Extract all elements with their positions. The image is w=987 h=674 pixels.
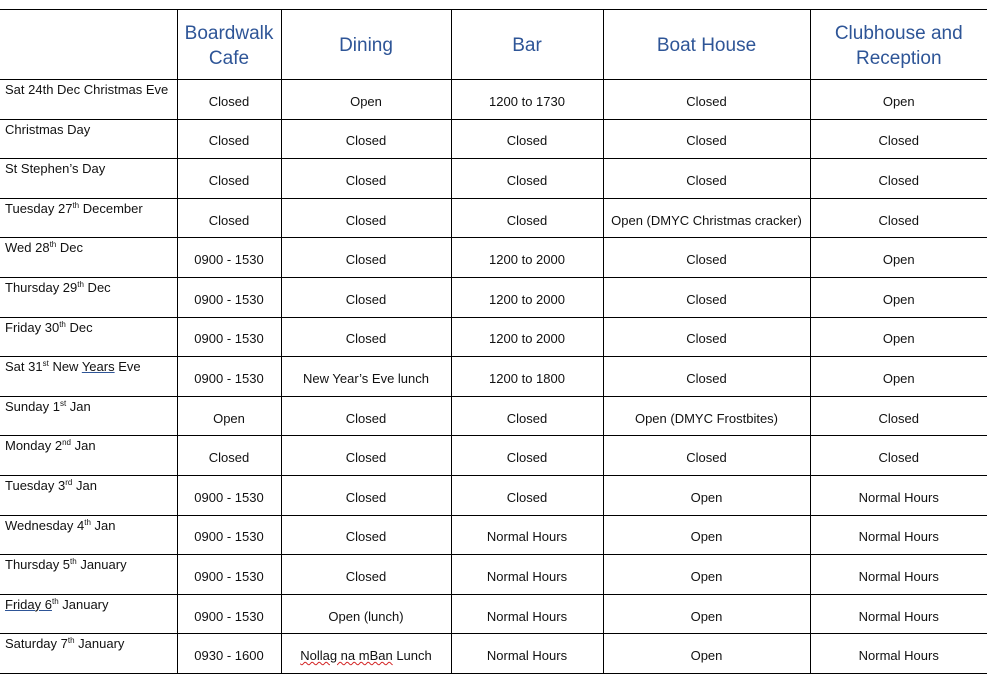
spellcheck-marked-text: Nollag na mBan xyxy=(300,648,393,664)
day-ordinal: th xyxy=(77,279,84,289)
cell-value: Open (DMYC Christmas cracker) xyxy=(611,212,802,228)
cafe-cell xyxy=(177,436,281,476)
dining-cell xyxy=(281,594,451,634)
dining-cell xyxy=(281,238,451,278)
day-cell xyxy=(0,357,177,397)
clubhouse-cell xyxy=(810,357,987,397)
cell-value: Lunch xyxy=(392,648,432,664)
dining-cell xyxy=(281,80,451,120)
cell-value: Open xyxy=(690,568,723,584)
cafe-cell xyxy=(177,277,281,317)
day-label-suffix: New xyxy=(48,359,82,375)
cell-value: Open xyxy=(690,529,723,545)
dining-cell xyxy=(281,119,451,159)
day-cell xyxy=(0,80,177,120)
boat-house-cell xyxy=(603,277,810,317)
boat-house-cell xyxy=(603,396,810,436)
cell-value: 0900 - 1530 xyxy=(194,568,264,584)
cell-value: Closed xyxy=(506,212,548,228)
bar-cell xyxy=(451,594,603,634)
cell-value: Closed xyxy=(345,133,387,149)
cell-value: 0900 - 1530 xyxy=(194,291,264,307)
header-line: Dining xyxy=(339,35,393,56)
cell-value: Closed xyxy=(208,93,250,109)
table-row xyxy=(0,594,987,634)
day-label: Sunday 1 xyxy=(5,398,60,414)
cafe-cell xyxy=(177,515,281,555)
cell-value: 1200 to 2000 xyxy=(489,252,565,268)
cell-value: Open xyxy=(350,93,382,109)
cafe-cell xyxy=(177,238,281,278)
table-row xyxy=(0,80,987,120)
dining-cell xyxy=(281,555,451,595)
boat-house-cell xyxy=(603,80,810,120)
day-ordinal: th xyxy=(49,240,57,250)
header-line: Boardwalk xyxy=(184,22,274,44)
boat-house-cell xyxy=(603,634,810,674)
boat-house-cell xyxy=(603,119,810,159)
cell-value: Closed xyxy=(686,133,727,149)
cell-value: Closed xyxy=(208,133,250,149)
cafe-cell xyxy=(177,198,281,238)
day-label-suffix: Jan xyxy=(66,398,91,414)
day-cell xyxy=(0,594,177,634)
cell-value: Normal Hours xyxy=(858,648,939,664)
cell-value: Closed xyxy=(686,172,727,188)
table-header xyxy=(0,10,987,80)
cell-value: Closed xyxy=(345,331,387,347)
cell-value: Closed xyxy=(345,568,387,584)
day-label: Monday 2 xyxy=(5,438,63,454)
day-ordinal: st xyxy=(59,398,67,408)
clubhouse-cell xyxy=(810,436,987,476)
cell-value: Open xyxy=(882,291,915,307)
dining-cell xyxy=(281,515,451,555)
day-ordinal: th xyxy=(72,200,80,210)
cafe-cell xyxy=(177,317,281,357)
day-label: Tuesday 27 xyxy=(5,200,73,216)
cafe-cell xyxy=(177,80,281,120)
bar-cell xyxy=(451,317,603,357)
cell-value: Closed xyxy=(506,133,548,149)
cafe-cell xyxy=(177,634,281,674)
day-ordinal: th xyxy=(67,636,75,646)
table-row xyxy=(0,634,987,674)
boat-house-cell xyxy=(603,198,810,238)
cell-value: Closed xyxy=(686,93,727,109)
day-ordinal: rd xyxy=(65,477,73,487)
cell-value: Closed xyxy=(506,450,548,466)
cell-value: Closed xyxy=(345,172,387,188)
cafe-cell xyxy=(177,555,281,595)
cell-value: Closed xyxy=(878,133,919,149)
clubhouse-cell xyxy=(810,119,987,159)
cell-value: Open xyxy=(690,608,723,624)
boat-house-cell xyxy=(603,436,810,476)
cafe-cell xyxy=(177,396,281,436)
bar-cell xyxy=(451,515,603,555)
cell-value: Closed xyxy=(506,489,548,505)
cell-value: Closed xyxy=(878,410,919,426)
boat-house-cell xyxy=(603,238,810,278)
header-clubhouse-reception xyxy=(810,10,987,80)
clubhouse-cell xyxy=(810,515,987,555)
day-cell xyxy=(0,119,177,159)
bar-cell xyxy=(451,634,603,674)
cell-value: Open xyxy=(882,252,915,268)
cell-value: Closed xyxy=(686,450,727,466)
holiday-opening-hours-table xyxy=(0,9,987,674)
boat-house-cell xyxy=(603,515,810,555)
day-label-suffix: Dec xyxy=(83,279,111,295)
header-blank xyxy=(0,10,177,80)
cell-value: Closed xyxy=(345,291,387,307)
cell-value: Closed xyxy=(686,331,727,347)
cell-value: Closed xyxy=(345,410,387,426)
clubhouse-cell xyxy=(810,634,987,674)
cell-value: Closed xyxy=(208,450,250,466)
cell-value: Normal Hours xyxy=(858,568,939,584)
dining-cell xyxy=(281,277,451,317)
day-label-suffix: Eve xyxy=(114,359,141,375)
day-cell xyxy=(0,555,177,595)
bar-cell xyxy=(451,159,603,199)
cafe-cell xyxy=(177,119,281,159)
table-body xyxy=(0,80,987,674)
clubhouse-cell xyxy=(810,594,987,634)
day-label: Sat 31 xyxy=(5,359,43,375)
cell-value: Normal Hours xyxy=(858,608,939,624)
cell-value: 1200 to 2000 xyxy=(489,331,565,347)
cell-value: Open (lunch) xyxy=(328,608,404,624)
day-ordinal: th xyxy=(59,319,66,329)
day-label-suffix: January xyxy=(76,557,127,573)
cell-value: 0900 - 1530 xyxy=(194,529,264,545)
clubhouse-cell xyxy=(810,238,987,278)
cell-value: Closed xyxy=(686,291,727,307)
cell-value: 0900 - 1530 xyxy=(194,370,264,386)
clubhouse-cell xyxy=(810,475,987,515)
table-row xyxy=(0,475,987,515)
bar-cell xyxy=(451,80,603,120)
cell-value: 0900 - 1530 xyxy=(194,252,264,268)
header-line: Clubhouse and xyxy=(834,22,963,44)
clubhouse-cell xyxy=(810,396,987,436)
header-dining xyxy=(281,10,451,80)
cell-value: Open xyxy=(213,410,245,426)
boat-house-cell xyxy=(603,317,810,357)
boat-house-cell xyxy=(603,475,810,515)
table-row xyxy=(0,238,987,278)
day-label: Sat 24th Dec Christmas Eve xyxy=(5,82,169,97)
day-cell xyxy=(0,634,177,674)
table-row xyxy=(0,119,987,159)
day-label-suffix: January xyxy=(74,636,125,652)
cell-value: Closed xyxy=(878,172,919,188)
day-label-suffix: Jan xyxy=(90,517,116,533)
day-label-suffix: Dec xyxy=(56,240,83,256)
day-label-marked: Friday 6 xyxy=(5,596,52,612)
day-cell xyxy=(0,198,177,238)
dining-cell xyxy=(281,317,451,357)
day-ordinal: th xyxy=(84,517,91,527)
bar-cell xyxy=(451,238,603,278)
cell-value: Closed xyxy=(878,212,919,228)
day-ordinal: th xyxy=(70,557,77,567)
header-row xyxy=(0,10,987,80)
day-cell xyxy=(0,475,177,515)
day-cell xyxy=(0,515,177,555)
header-line: Boat House xyxy=(656,35,757,56)
clubhouse-cell xyxy=(810,80,987,120)
dining-cell xyxy=(281,436,451,476)
cell-value: Closed xyxy=(345,450,387,466)
cell-value: Normal Hours xyxy=(858,489,939,505)
header-boardwalk-cafe xyxy=(177,10,281,80)
bar-cell xyxy=(451,555,603,595)
boat-house-cell xyxy=(603,555,810,595)
cell-value: Closed xyxy=(686,252,727,268)
day-ordinal: st xyxy=(42,359,49,369)
dining-cell xyxy=(281,475,451,515)
day-label-suffix: Dec xyxy=(65,319,93,335)
day-label-suffix: Jan xyxy=(71,438,96,454)
bar-cell xyxy=(451,475,603,515)
table-row xyxy=(0,515,987,555)
bar-cell xyxy=(451,198,603,238)
cell-value: Closed xyxy=(878,450,919,466)
day-cell xyxy=(0,317,177,357)
table-row xyxy=(0,357,987,397)
bar-cell xyxy=(451,357,603,397)
cell-value: Closed xyxy=(208,172,250,188)
cell-value: Closed xyxy=(686,370,727,386)
table-row xyxy=(0,159,987,199)
cell-value: 1200 to 1730 xyxy=(489,93,565,109)
header-line: Bar xyxy=(512,35,542,56)
bar-cell xyxy=(451,277,603,317)
cell-value: Closed xyxy=(345,252,387,268)
day-ordinal: th xyxy=(51,596,59,606)
table-row xyxy=(0,555,987,595)
cell-value: 0900 - 1530 xyxy=(194,489,264,505)
cell-value: Open xyxy=(882,370,915,386)
clubhouse-cell xyxy=(810,555,987,595)
boat-house-cell xyxy=(603,159,810,199)
cell-value: 0900 - 1530 xyxy=(194,331,264,347)
day-label: St Stephen’s Day xyxy=(5,161,106,177)
clubhouse-cell xyxy=(810,159,987,199)
cafe-cell xyxy=(177,475,281,515)
cell-value: Closed xyxy=(345,489,387,505)
cell-value: Closed xyxy=(208,212,250,228)
cell-value: New Year’s Eve lunch xyxy=(303,370,429,386)
cell-value: Normal Hours xyxy=(486,568,568,584)
cell-value: Normal Hours xyxy=(858,529,939,545)
day-label: Thursday 29 xyxy=(5,279,78,295)
cell-value: Normal Hours xyxy=(486,529,568,545)
table-row xyxy=(0,317,987,357)
table-row xyxy=(0,198,987,238)
header-line: Cafe xyxy=(208,47,250,69)
cell-value: Open xyxy=(690,648,723,664)
cafe-cell xyxy=(177,159,281,199)
cell-value: 0900 - 1530 xyxy=(194,608,264,624)
day-label: Wednesday 4 xyxy=(5,517,85,533)
cell-value: Normal Hours xyxy=(486,648,568,664)
day-cell xyxy=(0,396,177,436)
cell-value: Open xyxy=(882,331,915,347)
table-row xyxy=(0,277,987,317)
day-cell xyxy=(0,238,177,278)
bar-cell xyxy=(451,436,603,476)
clubhouse-cell xyxy=(810,317,987,357)
table-row xyxy=(0,436,987,476)
cell-value: Closed xyxy=(345,212,387,228)
cell-value: Open xyxy=(882,93,915,109)
cell-value: 0930 - 1600 xyxy=(194,648,264,664)
day-label: Saturday 7 xyxy=(5,636,68,652)
day-label: Friday 30 xyxy=(5,319,60,335)
day-label: Wed 28 xyxy=(5,240,50,256)
cafe-cell xyxy=(177,594,281,634)
day-label-suffix: January xyxy=(58,596,109,612)
cell-value: Open (DMYC Frostbites) xyxy=(634,410,779,426)
day-cell xyxy=(0,277,177,317)
clubhouse-cell xyxy=(810,198,987,238)
day-label: Thursday 5 xyxy=(5,557,71,573)
day-label-suffix: Jan xyxy=(72,477,97,493)
cell-value: 1200 to 1800 xyxy=(489,370,565,386)
cell-value: Closed xyxy=(506,172,548,188)
bar-cell xyxy=(451,396,603,436)
day-cell xyxy=(0,436,177,476)
header-line: Reception xyxy=(855,47,942,69)
cell-value: Normal Hours xyxy=(486,608,568,624)
boat-house-cell xyxy=(603,357,810,397)
day-ordinal: nd xyxy=(62,438,71,448)
dining-cell xyxy=(281,159,451,199)
bar-cell xyxy=(451,119,603,159)
table-row xyxy=(0,396,987,436)
header-boat-house xyxy=(603,10,810,80)
cell-value: 1200 to 2000 xyxy=(489,291,565,307)
day-label-marked: Years xyxy=(81,359,115,375)
day-label-suffix: December xyxy=(79,200,143,216)
day-cell xyxy=(0,159,177,199)
boat-house-cell xyxy=(603,594,810,634)
day-label: Christmas Day xyxy=(5,121,91,137)
cell-value: Closed xyxy=(345,529,387,545)
cafe-cell xyxy=(177,357,281,397)
cell-value: Open xyxy=(690,489,723,505)
day-label: Tuesday 3 xyxy=(5,477,66,493)
dining-cell xyxy=(281,634,451,674)
dining-cell xyxy=(281,396,451,436)
dining-cell xyxy=(281,357,451,397)
cell-value: Closed xyxy=(506,410,548,426)
clubhouse-cell xyxy=(810,277,987,317)
dining-cell xyxy=(281,198,451,238)
header-bar xyxy=(451,10,603,80)
